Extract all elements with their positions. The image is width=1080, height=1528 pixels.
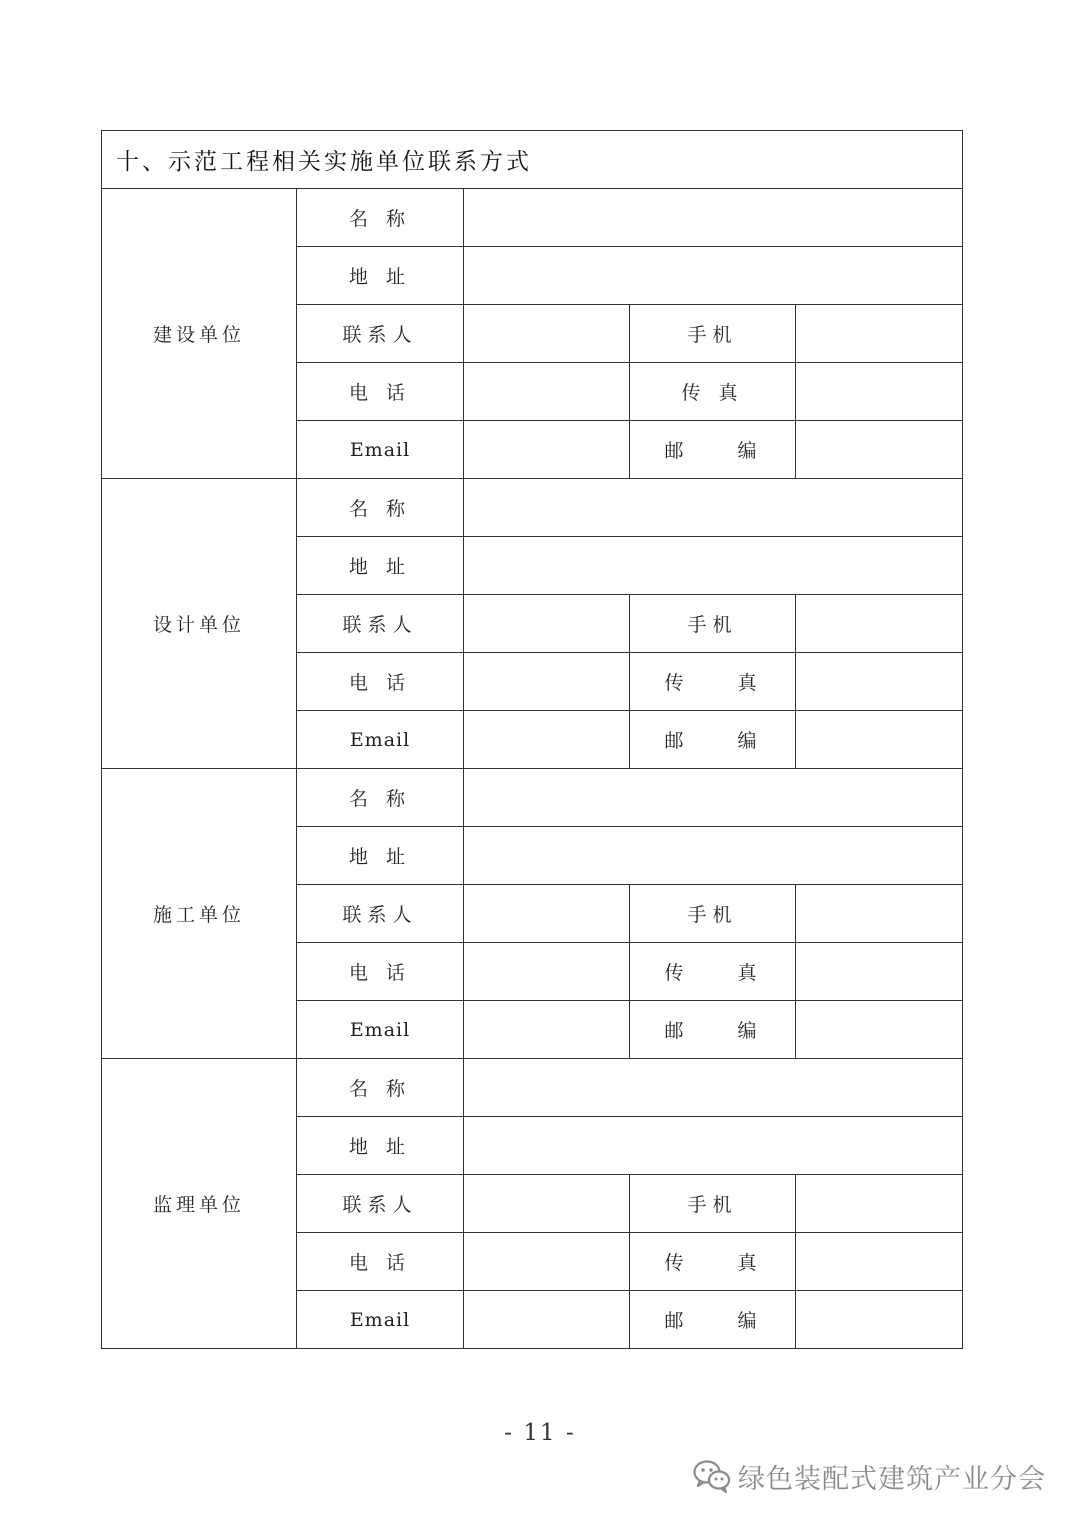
wechat-icon xyxy=(692,1458,732,1494)
contact-value-cell[interactable] xyxy=(464,885,630,943)
postcode-value-cell[interactable] xyxy=(796,1291,963,1349)
label-phone: 电 话 xyxy=(297,943,464,1001)
label-contact: 联系人 xyxy=(297,1175,464,1233)
email-value-cell[interactable] xyxy=(464,1001,630,1059)
label-email: Email xyxy=(297,1291,464,1349)
label-name: 名 称 xyxy=(297,479,464,537)
label-phone: 电 话 xyxy=(297,1233,464,1291)
fax-value-cell[interactable] xyxy=(796,943,963,1001)
unit-label: 施工单位 xyxy=(102,769,297,1059)
label-postcode: 邮 编 xyxy=(630,421,796,479)
label-address: 地 址 xyxy=(297,827,464,885)
name-value-cell[interactable] xyxy=(464,1059,963,1117)
email-value-cell[interactable] xyxy=(464,711,630,769)
table-row xyxy=(102,479,963,537)
unit-label: 设计单位 xyxy=(102,479,297,769)
label-contact: 联系人 xyxy=(297,595,464,653)
table-row xyxy=(102,189,963,247)
postcode-value-cell[interactable] xyxy=(796,421,963,479)
phone-value-cell[interactable] xyxy=(464,363,630,421)
table-title-row xyxy=(102,131,963,189)
unit-label: 监理单位 xyxy=(102,1059,297,1349)
phone-value-cell[interactable] xyxy=(464,1233,630,1291)
section-title: 十、示范工程相关实施单位联系方式 xyxy=(102,131,963,189)
watermark xyxy=(692,1456,1046,1496)
label-fax: 传 真 xyxy=(630,1233,796,1291)
label-mobile: 手机 xyxy=(630,885,796,943)
table-row xyxy=(102,769,963,827)
label-name: 名 称 xyxy=(297,769,464,827)
page-number: - 11 - xyxy=(504,1420,576,1446)
watermark-text: 绿色装配式建筑产业分会 xyxy=(738,1463,1046,1495)
fax-value-cell[interactable] xyxy=(796,363,963,421)
address-value-cell[interactable] xyxy=(464,537,963,595)
label-contact: 联系人 xyxy=(297,885,464,943)
mobile-value-cell[interactable] xyxy=(796,1175,963,1233)
name-value-cell[interactable] xyxy=(464,189,963,247)
phone-value-cell[interactable] xyxy=(464,943,630,1001)
label-mobile: 手机 xyxy=(630,595,796,653)
unit-label: 建设单位 xyxy=(102,189,297,479)
name-value-cell[interactable] xyxy=(464,479,963,537)
label-address: 地 址 xyxy=(297,537,464,595)
label-fax: 传 真 xyxy=(630,363,796,421)
address-value-cell[interactable] xyxy=(464,827,963,885)
phone-value-cell[interactable] xyxy=(464,653,630,711)
label-postcode: 邮 编 xyxy=(630,1291,796,1349)
label-name: 名 称 xyxy=(297,1059,464,1117)
label-fax: 传 真 xyxy=(630,943,796,1001)
table-row xyxy=(102,1059,963,1117)
label-phone: 电 话 xyxy=(297,653,464,711)
mobile-value-cell[interactable] xyxy=(796,305,963,363)
contact-value-cell[interactable] xyxy=(464,1175,630,1233)
fax-value-cell[interactable] xyxy=(796,653,963,711)
label-postcode: 邮 编 xyxy=(630,1001,796,1059)
label-phone: 电 话 xyxy=(297,363,464,421)
mobile-value-cell[interactable] xyxy=(796,885,963,943)
contact-info-table xyxy=(101,130,963,1349)
postcode-value-cell[interactable] xyxy=(796,1001,963,1059)
label-email: Email xyxy=(297,711,464,769)
label-mobile: 手机 xyxy=(630,305,796,363)
label-address: 地 址 xyxy=(297,1117,464,1175)
label-name: 名 称 xyxy=(297,189,464,247)
contact-value-cell[interactable] xyxy=(464,595,630,653)
label-mobile: 手机 xyxy=(630,1175,796,1233)
email-value-cell[interactable] xyxy=(464,421,630,479)
fax-value-cell[interactable] xyxy=(796,1233,963,1291)
name-value-cell[interactable] xyxy=(464,769,963,827)
label-address: 地 址 xyxy=(297,247,464,305)
address-value-cell[interactable] xyxy=(464,1117,963,1175)
label-fax: 传 真 xyxy=(630,653,796,711)
contact-value-cell[interactable] xyxy=(464,305,630,363)
label-email: Email xyxy=(297,1001,464,1059)
postcode-value-cell[interactable] xyxy=(796,711,963,769)
mobile-value-cell[interactable] xyxy=(796,595,963,653)
address-value-cell[interactable] xyxy=(464,247,963,305)
label-postcode: 邮 编 xyxy=(630,711,796,769)
label-contact: 联系人 xyxy=(297,305,464,363)
email-value-cell[interactable] xyxy=(464,1291,630,1349)
label-email: Email xyxy=(297,421,464,479)
